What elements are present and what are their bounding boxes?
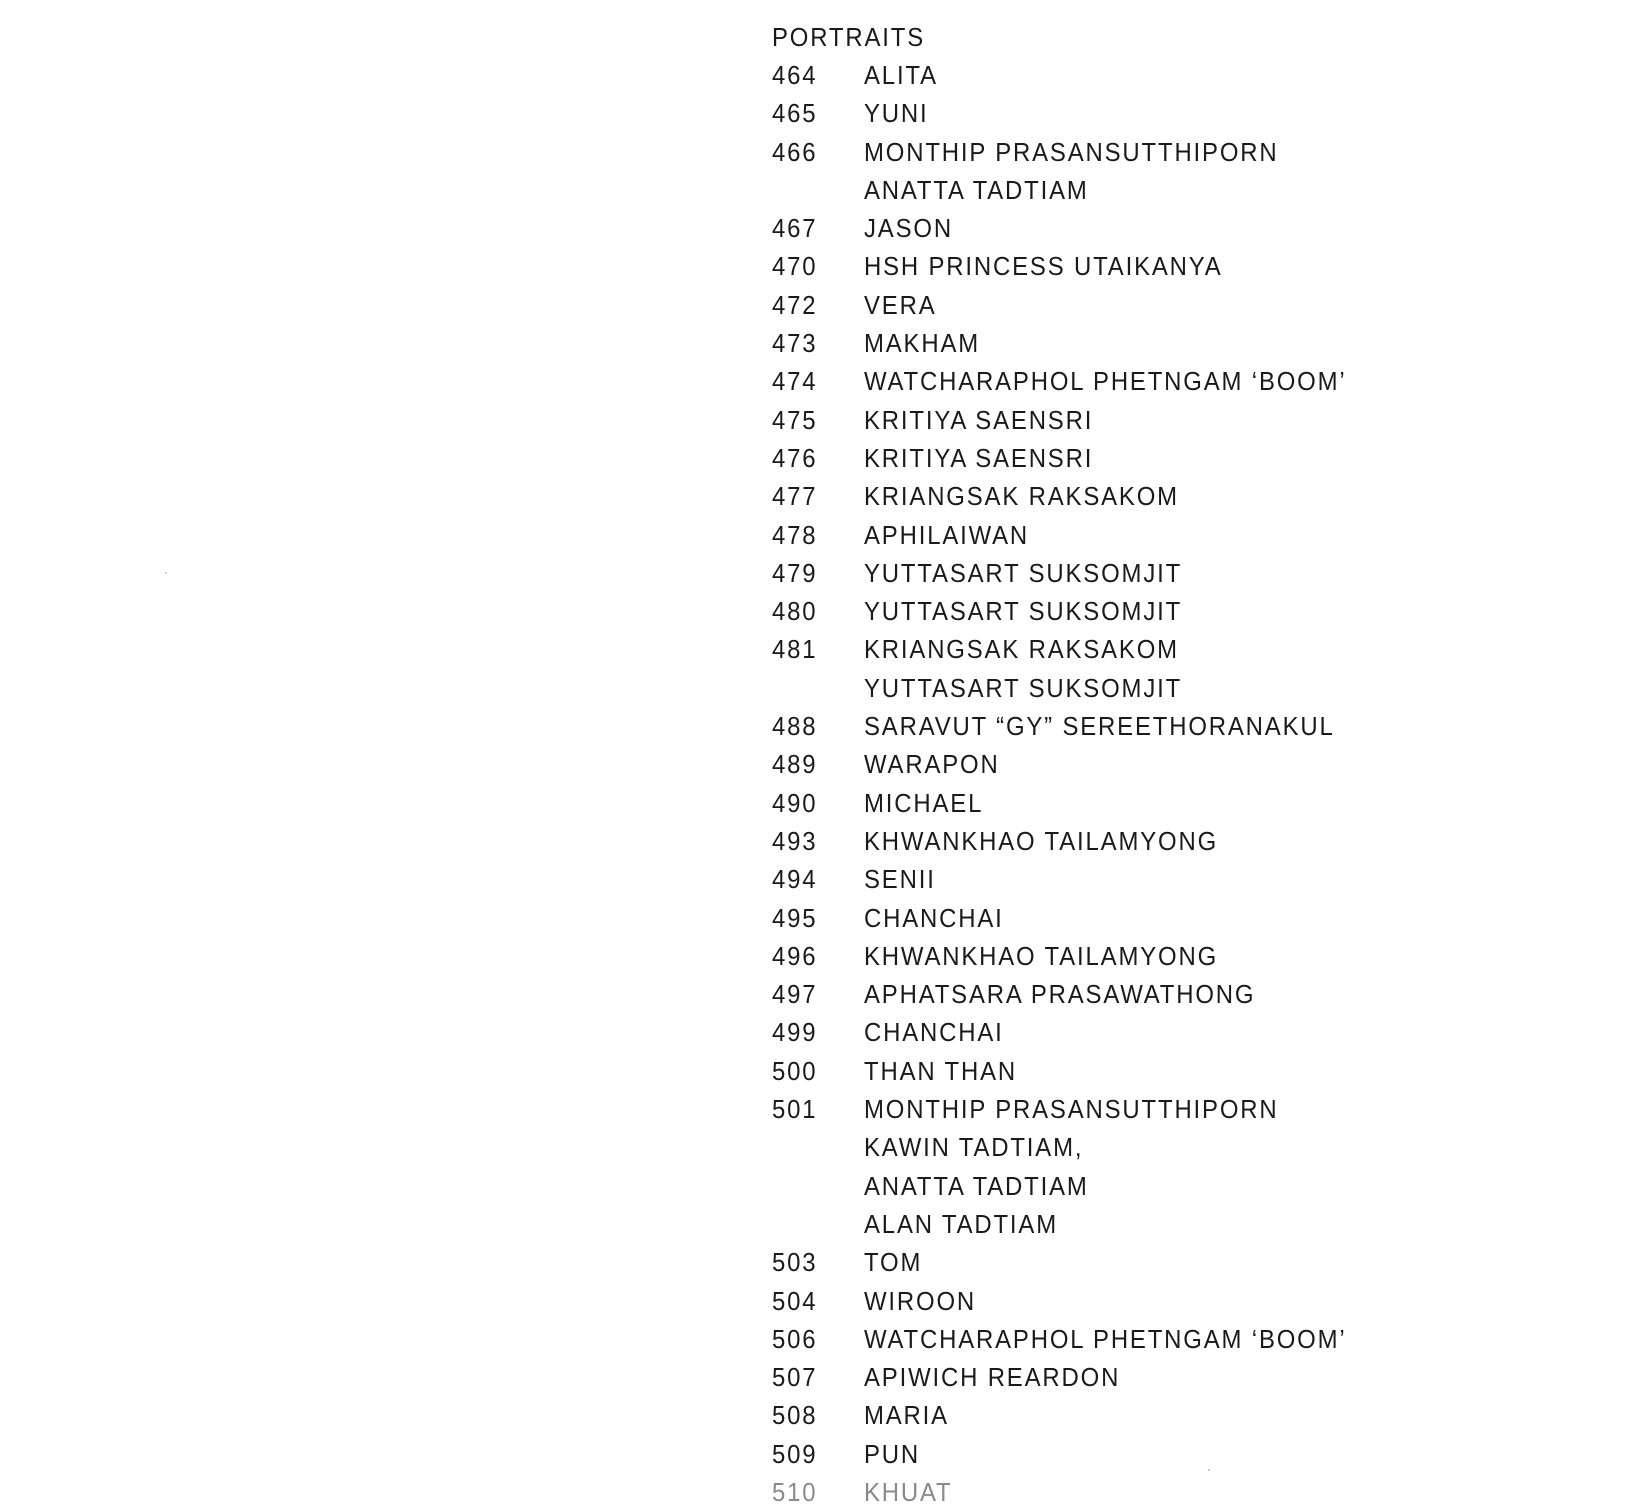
index-entry [772, 1052, 1342, 1090]
plate-number: 478 [772, 519, 818, 550]
sitter-name: SARAVUT “GY” SEREETHORANAKUL [864, 711, 1335, 742]
index-entry [772, 94, 1342, 132]
index-entry [772, 133, 1342, 210]
entry-list [772, 56, 1347, 1511]
sitter-name: KRIANGSAK RAKSAKOM [864, 634, 1179, 665]
sitter-name: YUTTASART SUKSOMJIT [864, 557, 1183, 588]
sitter-names [864, 401, 1342, 439]
sitter-name: JASON [864, 213, 953, 244]
sitter-names [864, 477, 1342, 515]
plate-number: 509 [772, 1438, 818, 1469]
plate-number: 506 [772, 1323, 818, 1354]
sitter-names [864, 439, 1342, 477]
plate-number: 497 [772, 979, 818, 1010]
sitter-name: WATCHARAPHOL PHETNGAM ‘BOOM’ [864, 1323, 1347, 1354]
sitter-name: VERA [864, 289, 937, 320]
plate-number: 479 [772, 557, 818, 588]
sitter-name: KRITIYA SAENSRI [864, 404, 1094, 435]
sitter-names [864, 592, 1342, 630]
sitter-name: KHWANKHAO TAILAMYONG [864, 825, 1219, 856]
plate-number: 488 [772, 711, 818, 742]
sitter-names [864, 860, 1342, 898]
sitter-names [864, 1435, 1342, 1473]
plate-number: 494 [772, 864, 818, 895]
index-entry [772, 516, 1342, 554]
index-entry [772, 630, 1342, 707]
sitter-name: CHANCHAI [864, 1017, 1004, 1048]
sitter-names [864, 745, 1342, 783]
sitter-name: TOM [864, 1247, 923, 1278]
plate-number: 480 [772, 596, 818, 627]
sitter-name: MONTHIP PRASANSUTTHIPORN [864, 136, 1279, 167]
plate-number: 504 [772, 1285, 818, 1316]
sitter-names [864, 516, 1342, 554]
index-entry [772, 1320, 1347, 1358]
plate-number: 489 [772, 749, 818, 780]
sitter-names [864, 1282, 1342, 1320]
index-entry [772, 937, 1342, 975]
sitter-name: MONTHIP PRASANSUTTHIPORN [864, 1094, 1279, 1125]
sitter-name: SENII [864, 864, 936, 895]
sitter-names [864, 286, 1342, 324]
sitter-names [864, 1090, 1342, 1243]
sitter-name: ANATTA TADTIAM [864, 1170, 1089, 1201]
sitter-name: KRIANGSAK RAKSAKOM [864, 481, 1179, 512]
plate-number: 500 [772, 1055, 818, 1086]
index-entry [772, 1358, 1342, 1396]
index-entry [772, 554, 1342, 592]
plate-number: 501 [772, 1094, 818, 1125]
index-entry [772, 1435, 1342, 1473]
sitter-name: WARAPON [864, 749, 1000, 780]
sitter-names [864, 899, 1342, 937]
sitter-name: CHANCHAI [864, 902, 1004, 933]
plate-number: 510 [772, 1476, 818, 1507]
plate-number: 481 [772, 634, 818, 665]
sitter-name: PUN [864, 1438, 921, 1469]
plate-number: 493 [772, 825, 818, 856]
sitter-name: MARIA [864, 1400, 949, 1431]
index-entry [772, 1090, 1342, 1243]
sitter-names [864, 1052, 1342, 1090]
plate-number: 466 [772, 136, 818, 167]
sitter-names [864, 822, 1342, 860]
sitter-names [864, 1473, 1342, 1511]
plate-number: 499 [772, 1017, 818, 1048]
plate-number: 508 [772, 1400, 818, 1431]
sitter-names [864, 94, 1342, 132]
index-entry [772, 1473, 1342, 1511]
index-entry [772, 707, 1342, 745]
sitter-names [864, 1358, 1342, 1396]
sitter-names [864, 362, 1347, 400]
sitter-name: YUTTASART SUKSOMJIT [864, 672, 1183, 703]
sitter-name: KAWIN TADTIAM, [864, 1132, 1084, 1163]
sitter-name: KHUAT [864, 1476, 953, 1507]
plate-number: 474 [772, 366, 818, 397]
index-entry [772, 439, 1342, 477]
portraits-index [772, 18, 1347, 1511]
index-entry [772, 899, 1342, 937]
plate-number: 496 [772, 940, 818, 971]
index-entry [772, 477, 1342, 515]
sitter-name: ALAN TADTIAM [864, 1208, 1058, 1239]
index-entry [772, 247, 1342, 285]
index-entry [772, 1243, 1342, 1281]
plate-number: 470 [772, 251, 818, 282]
section-heading: PORTRAITS [772, 22, 926, 52]
index-entry [772, 56, 1342, 94]
sitter-names [864, 56, 1342, 94]
index-entry [772, 1013, 1342, 1051]
sitter-names [864, 324, 1342, 362]
plate-number: 464 [772, 60, 818, 90]
plate-number: 475 [772, 404, 818, 435]
plate-number: 490 [772, 787, 818, 818]
sitter-name: MAKHAM [864, 328, 981, 359]
sitter-name: KRITIYA SAENSRI [864, 442, 1094, 473]
sitter-name: YUNI [864, 98, 929, 129]
sitter-names [864, 975, 1342, 1013]
index-entry [772, 286, 1342, 324]
sitter-name: APHILAIWAN [864, 519, 1030, 550]
index-entry [772, 860, 1342, 898]
index-entry [772, 324, 1342, 362]
index-entry [772, 784, 1342, 822]
plate-number: 495 [772, 902, 818, 933]
sitter-name: WIROON [864, 1285, 977, 1316]
plate-number: 507 [772, 1362, 818, 1393]
index-entry [772, 1396, 1342, 1434]
sitter-name: WATCHARAPHOL PHETNGAM ‘BOOM’ [864, 366, 1347, 397]
sitter-name: MICHAEL [864, 787, 984, 818]
sitter-name: YUTTASART SUKSOMJIT [864, 596, 1183, 627]
plate-number: 465 [772, 98, 818, 129]
sitter-name: APHATSARA PRASAWATHONG [864, 979, 1256, 1010]
sitter-names [864, 1013, 1342, 1051]
sitter-names [864, 554, 1342, 592]
sitter-name: THAN THAN [864, 1055, 1018, 1086]
index-entry [772, 745, 1342, 783]
sitter-name: ANATTA TADTIAM [864, 174, 1089, 205]
sitter-name: ALITA [864, 60, 938, 90]
sitter-names [864, 937, 1342, 975]
index-entry [772, 822, 1342, 860]
sitter-names [864, 784, 1342, 822]
plate-number: 476 [772, 442, 818, 473]
plate-number: 477 [772, 481, 818, 512]
sitter-names [864, 1243, 1342, 1281]
sitter-name: HSH PRINCESS UTAIKANYA [864, 251, 1223, 282]
plate-number: 467 [772, 213, 818, 244]
sitter-names [864, 209, 1342, 247]
index-entry [772, 975, 1342, 1013]
scan-speck [165, 572, 167, 574]
index-entry [772, 401, 1342, 439]
sitter-names [864, 630, 1342, 707]
index-entry [772, 1282, 1342, 1320]
sitter-names [864, 707, 1342, 745]
sitter-names [864, 1320, 1347, 1358]
index-entry [772, 362, 1347, 400]
index-entry [772, 209, 1342, 247]
plate-number: 472 [772, 289, 818, 320]
plate-number: 503 [772, 1247, 818, 1278]
sitter-name: KHWANKHAO TAILAMYONG [864, 940, 1219, 971]
sitter-names [864, 247, 1342, 285]
plate-number: 473 [772, 328, 818, 359]
sitter-names [864, 1396, 1342, 1434]
sitter-name: APIWICH REARDON [864, 1362, 1121, 1393]
index-entry [772, 592, 1342, 630]
sitter-names [864, 133, 1342, 210]
